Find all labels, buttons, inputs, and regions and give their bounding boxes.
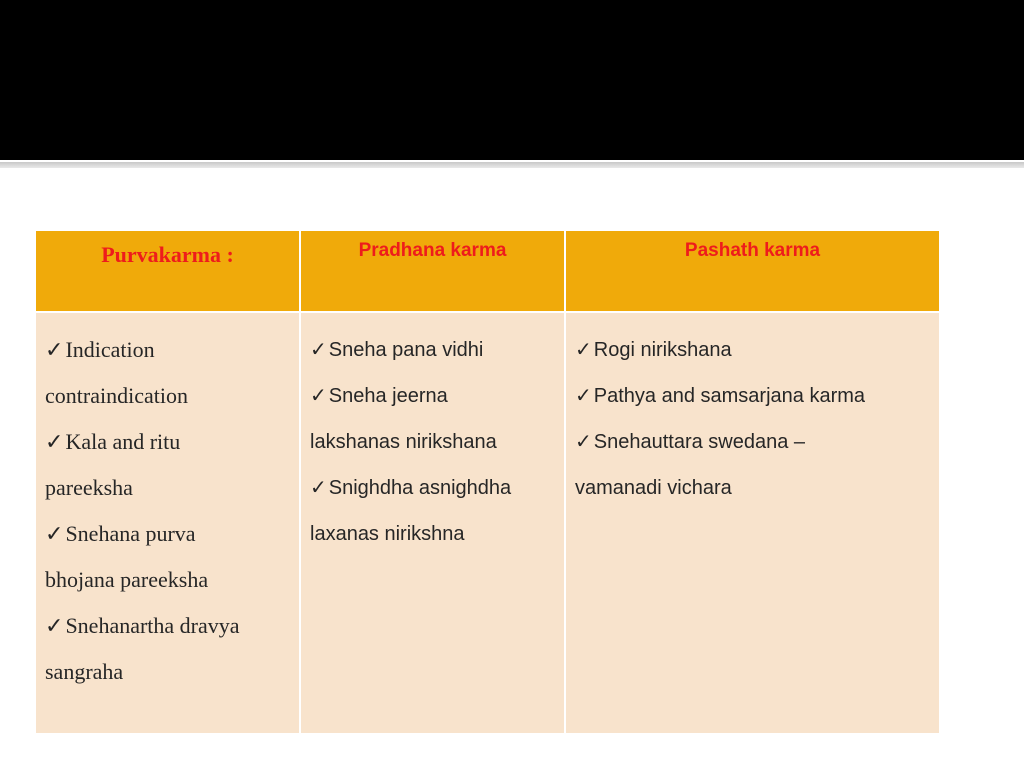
pashath-karma-list [575,327,931,511]
checkmark-icon: ✓ [310,339,327,361]
checkmark-icon: ✓ [310,477,327,499]
item-text: Snehauttara swedana – [593,431,806,453]
checkmark-icon: ✓ [575,385,592,407]
list-item [45,649,291,695]
header-cell-pashath-karma [565,230,940,312]
item-text: Indication [65,337,155,362]
checkmark-icon: ✓ [45,613,64,638]
item-text: vamanadi vichara [575,477,732,499]
item-text: Rogi nirikshana [593,339,732,361]
item-text: bhojana pareeksha [45,567,209,592]
list-item [575,327,931,373]
list-item [575,465,931,511]
item-text: lakshanas nirikshana [310,431,497,453]
list-item [45,511,291,557]
item-text: Sneha jeerna [328,385,448,407]
checkmark-icon: ✓ [575,431,592,453]
item-text: laxanas nirikshna [310,523,465,545]
header-cell-pradhana-karma [300,230,565,312]
list-item [310,373,556,419]
karma-table [34,229,941,735]
checkmark-icon: ✓ [575,339,592,361]
checkmark-icon: ✓ [45,521,64,546]
band-divider [0,162,1024,168]
list-item [575,373,931,419]
list-item [575,419,931,465]
item-text: Sneha pana vidhi [328,339,484,361]
list-item [45,465,291,511]
header-pashath-karma: Pashath karma [684,240,821,261]
item-text: sangraha [45,659,124,684]
checkmark-icon: ✓ [310,385,327,407]
cell-purvakarma [35,312,300,734]
item-text: Snehana purva [65,521,196,546]
list-item [45,419,291,465]
header-row [35,230,940,312]
checkmark-icon: ✓ [45,429,64,454]
header-pradhana-karma: Pradhana karma [358,240,507,261]
item-text: Pathya and samsarjana karma [593,385,866,407]
list-item [45,373,291,419]
list-item [45,327,291,373]
item-text: contraindication [45,383,188,408]
title-band [0,0,1024,160]
pradhana-karma-list [310,327,556,557]
cell-pradhana-karma [300,312,565,734]
header-purvakarma: Purvakarma : [101,242,234,267]
purvakarma-list [45,327,291,695]
list-item [310,511,556,557]
item-text: pareeksha [45,475,133,500]
item-text: Snehanartha dravya [65,613,240,638]
item-text: Snighdha asnighdha [328,477,512,499]
checkmark-icon: ✓ [45,337,64,362]
list-item [310,465,556,511]
list-item [45,557,291,603]
list-item [310,327,556,373]
list-item [45,603,291,649]
cell-pashath-karma [565,312,940,734]
header-cell-purvakarma [35,230,300,312]
list-item [310,419,556,465]
item-text: Kala and ritu [65,429,181,454]
body-row [35,312,940,734]
